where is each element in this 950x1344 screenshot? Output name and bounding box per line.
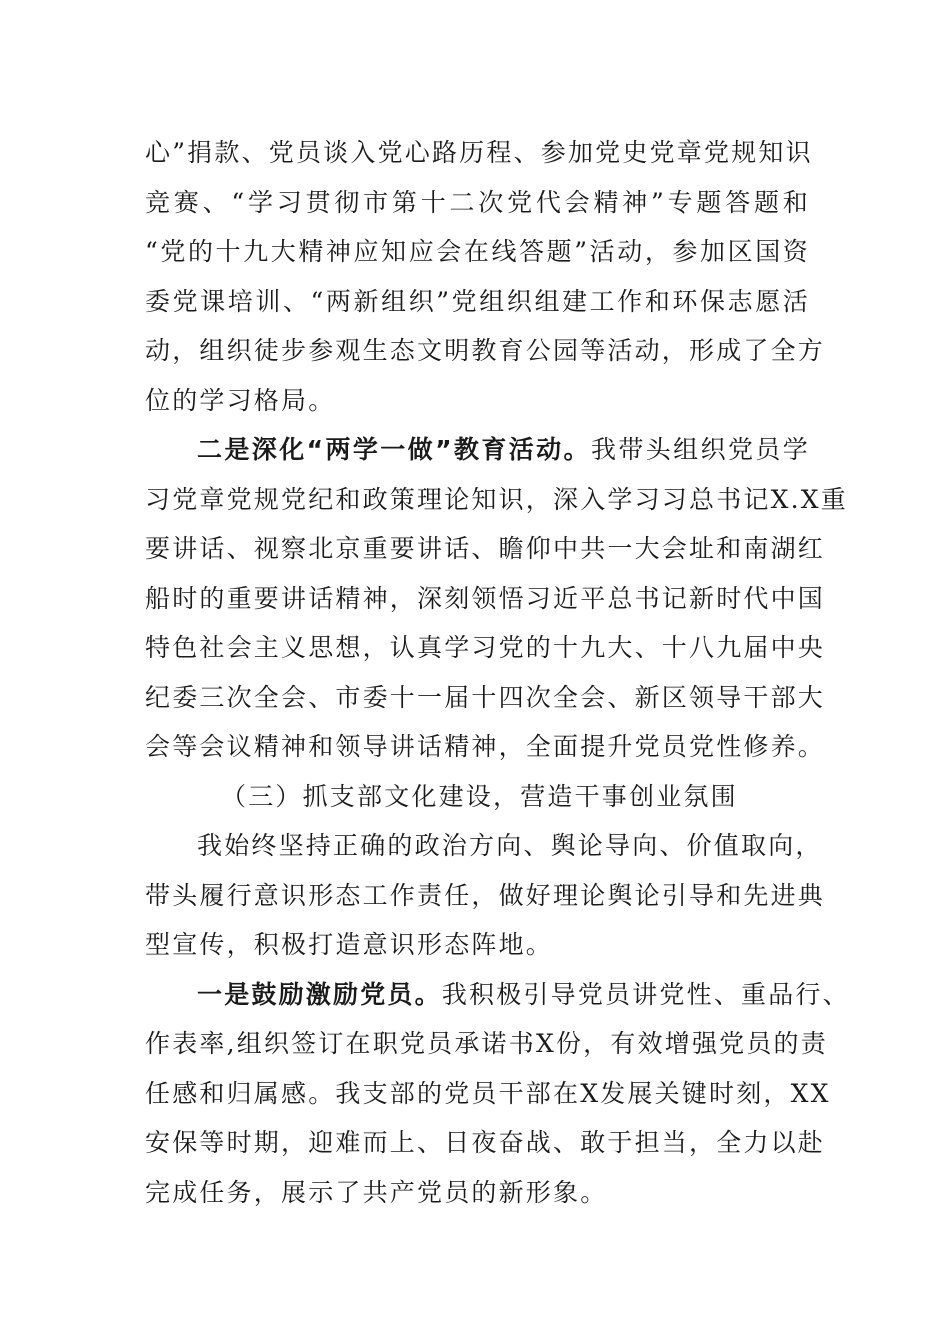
text-line: 型宣传，积极打造意识形态阵地。 xyxy=(145,930,554,959)
paragraph-lead-bold: 二是深化“两学一做”教育活动。 xyxy=(197,435,591,464)
paragraph-4 xyxy=(145,970,850,1218)
text-line: 要讲话、视察北京重要讲话、瞻仰中共一大会址和南湖红 xyxy=(145,534,826,563)
text-line: 竞赛、“学习贯彻市第十二次党代会精神”专题答题和 xyxy=(145,187,810,217)
text-line: 船时的重要讲话精神，深刻领悟习近平总书记新时代中国 xyxy=(145,583,826,613)
document-body xyxy=(145,128,850,1217)
text-line: 安保等时期，迎难而上、日夜奋战、敢于担当，全力以赴 xyxy=(145,1128,826,1157)
text-line: “党的十九大精神应知应会在线答题”活动，参加区国资 xyxy=(145,237,810,266)
text-line: 委党课培训、“两新组织”党组织组建工作和环保志愿活 xyxy=(145,286,810,316)
text-line: 位的学习格局。 xyxy=(145,385,336,415)
text-line: 带头履行意识形态工作责任，做好理论舆论引导和先进典 xyxy=(145,880,826,910)
text-line: 我始终坚持正确的政治方向、舆论导向、价值取向， xyxy=(197,831,823,860)
text-line xyxy=(145,425,810,475)
paragraph-lead-bold: 一是鼓励激励党员。 xyxy=(197,979,442,1009)
text-line: 纪委三次全会、市委十一届十四次全会、新区领导干部大 xyxy=(145,682,826,712)
text-line: 任感和归属感。我支部的党员干部在X发展关键时刻，XX xyxy=(145,1078,831,1108)
paragraph-1 xyxy=(145,128,826,425)
text-line: 特色社会主义思想，认真学习党的十九大、十八九届中央 xyxy=(145,633,826,662)
paragraph-2 xyxy=(145,425,848,772)
text-span: 我带头组织党员学 xyxy=(590,435,810,464)
text-line: 作表率,组织签订在职党员承诺书X份，有效增强党员的责 xyxy=(145,1029,828,1058)
text-line: 会等会议精神和领导讲话精神，全面提升党员党性修养。 xyxy=(145,732,826,761)
text-line: 心”捐款、党员谈入党心路历程、参加党史党章党规知识 xyxy=(145,138,813,167)
section-heading: （三）抓支部文化建设，营造干事创业氛围 xyxy=(221,781,738,811)
text-line: 完成任务，展示了共产党员的新形象。 xyxy=(145,1177,608,1207)
text-span: 我积极引导党员讲党性、重品行、 xyxy=(441,979,850,1009)
paragraph-3 xyxy=(145,821,826,970)
text-line: 习党章党规党纪和政策理论知识，深入学习习总书记X.X重 xyxy=(145,484,848,514)
text-line xyxy=(145,970,850,1020)
text-line: 动，组织徒步参观生态文明教育公园等活动，形成了全方 xyxy=(145,336,826,365)
